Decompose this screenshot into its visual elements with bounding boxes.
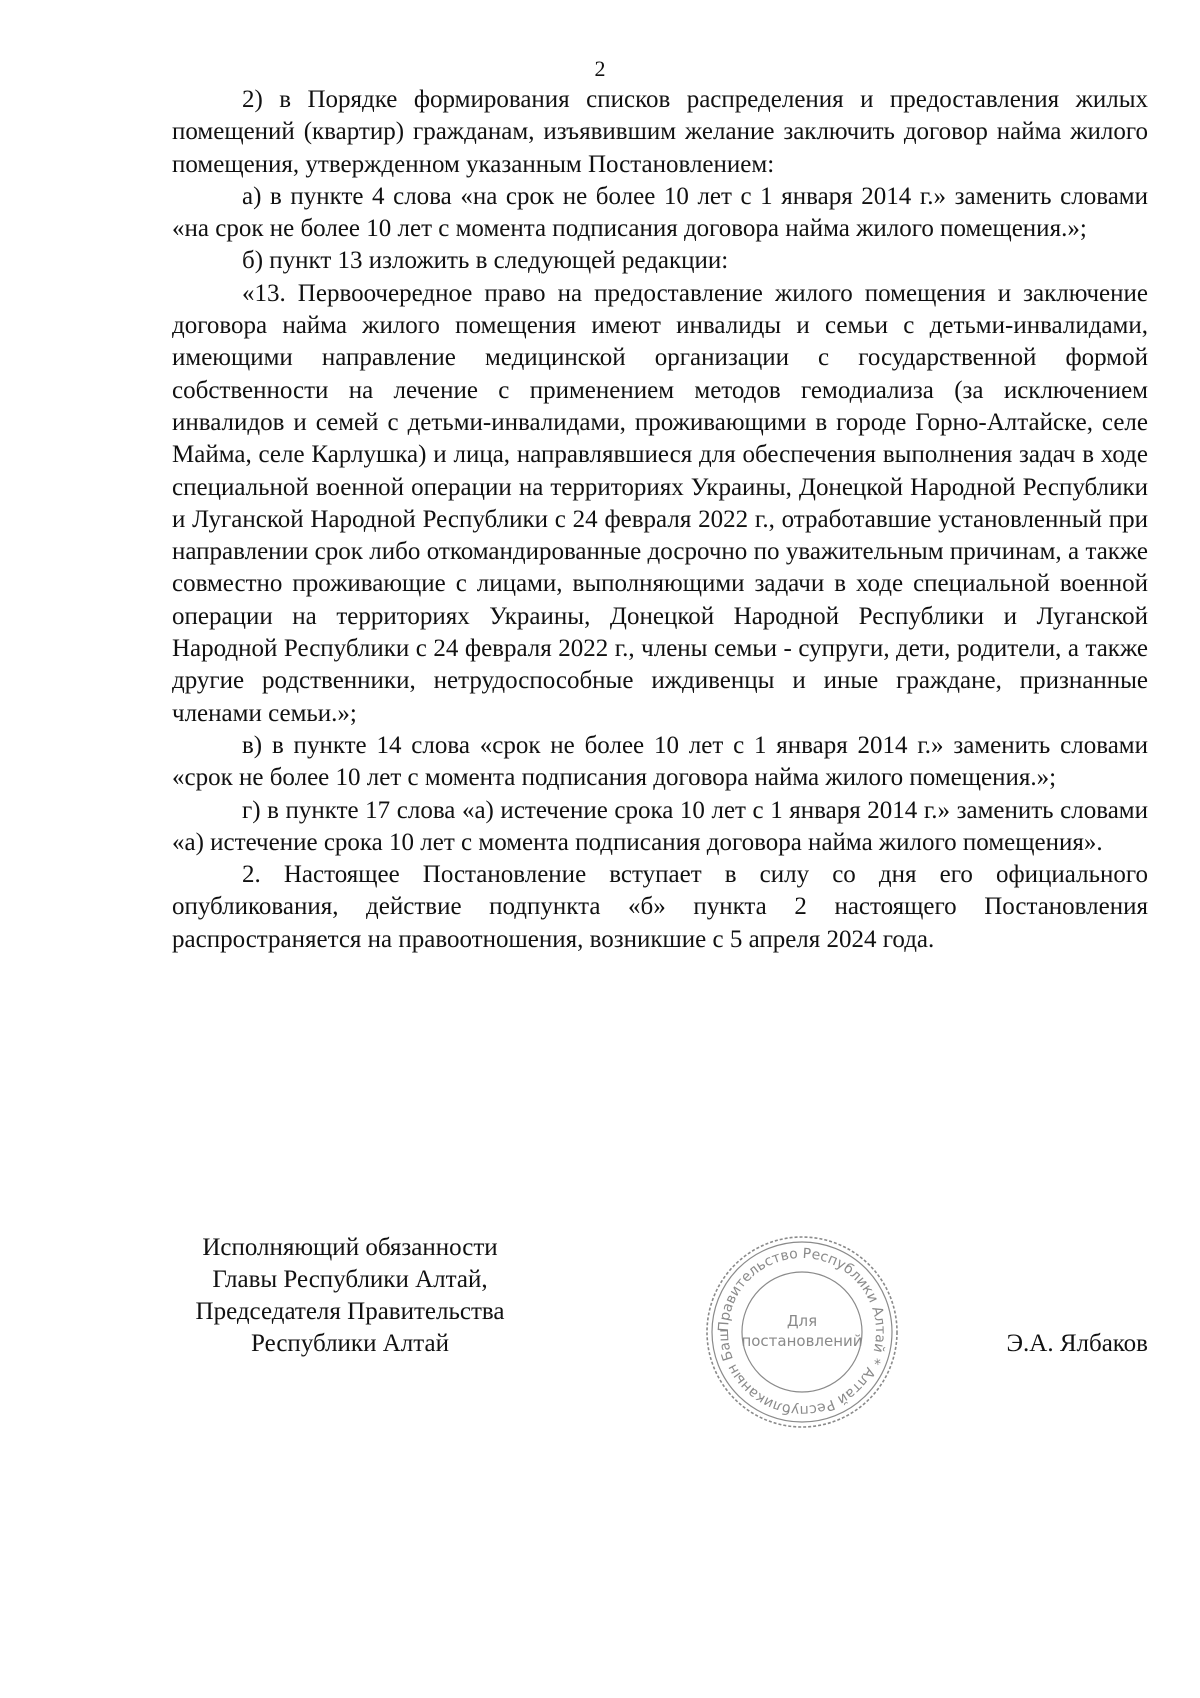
seal-graphic <box>702 1232 902 1432</box>
paragraph: а) в пункте 4 слова «на срок не более 10 лет с 1 января 2014 г.» заменить словами «на срок не более 10 лет с момента подписания договора найма жилого помещения.»; <box>172 182 1148 243</box>
signature-title-line: Исполняющий обязанности <box>202 1234 498 1261</box>
seal-center-text: Для <box>786 1312 818 1330</box>
document-body <box>172 84 1148 956</box>
signature-title-line: Председателя Правительства <box>195 1298 505 1325</box>
signature-title-line: Главы Республики Алтай, <box>212 1266 488 1293</box>
seal-center-text: постановлений <box>741 1332 863 1350</box>
paragraph: в) в пункте 14 слова «срок не более 10 лет с 1 января 2014 г.» заменить словами «срок не более 10 лет с момента подписания договора найма жилого помещения.»; <box>172 731 1148 792</box>
paragraph: «13. Первоочередное право на предоставление жилого помещения и заключение договора найма жилого помещения имеют инвалиды и семьи с детьми-инвалидами, имеющими направление медицинской организации с государственной формой собственности на лечение с применением методов гемодиализа (за исключением инвалидов и семей с детьми-инвалидами, проживающими в городе Горно-Алтайске, селе Майма, селе Карлушка) и лица, направлявшиеся для обеспечения выполнения задач в ходе специальной военной операции на территориях Украины, Донецкой Народной Республики и Луганской Народной Республики с 24 февраля 2022 г., отработавшие установленный при направлении срок либо откомандированные досрочно по уважительным причинам, а также совместно проживающие с лицами, выполняющими задачи в ходе специальной военной операции на территориях Украины, Донецкой Народной Республики и Луганской Народной Республики с 24 февраля 2022 г., члены семьи - супруги, дети, родители, а также другие родственники, нетрудоспособные иждивенцы и иные граждане, признанные членами семьи.»; <box>172 279 1148 727</box>
paragraph: б) пункт 13 изложить в следующей редакции: <box>242 247 729 275</box>
signer-name: Э.А. Ялбаков <box>1006 1330 1148 1357</box>
page-number: 2 <box>594 56 606 81</box>
official-seal <box>702 1232 902 1432</box>
paragraph: 2. Настоящее Постановление вступает в силу со дня его официального опубликования, действие подпункта «б» пункта 2 настоящего Постановления распространяется на правоотношения, возникшие с 5 апреля 2024 года. <box>172 861 1148 953</box>
paragraph: 2) в Порядке формирования списков распределения и предоставления жилых помещений (квартир) гражданам, изъявившим желание заключить договор найма жилого помещения, утвержденном указанным Постановлением: <box>172 86 1148 178</box>
signature-title-block <box>160 1232 540 1360</box>
paragraph: г) в пункте 17 слова «а) истечение срока 10 лет с 1 января 2014 г.» заменить словами «а) истечение срока 10 лет с момента подписания договора найма жилого помещения». <box>172 796 1148 856</box>
signature-title-line: Республики Алтай <box>251 1330 449 1357</box>
seal-ring-text: Правительство Республики Алтай * Алтай Республиканын Баш <box>715 1245 889 1419</box>
